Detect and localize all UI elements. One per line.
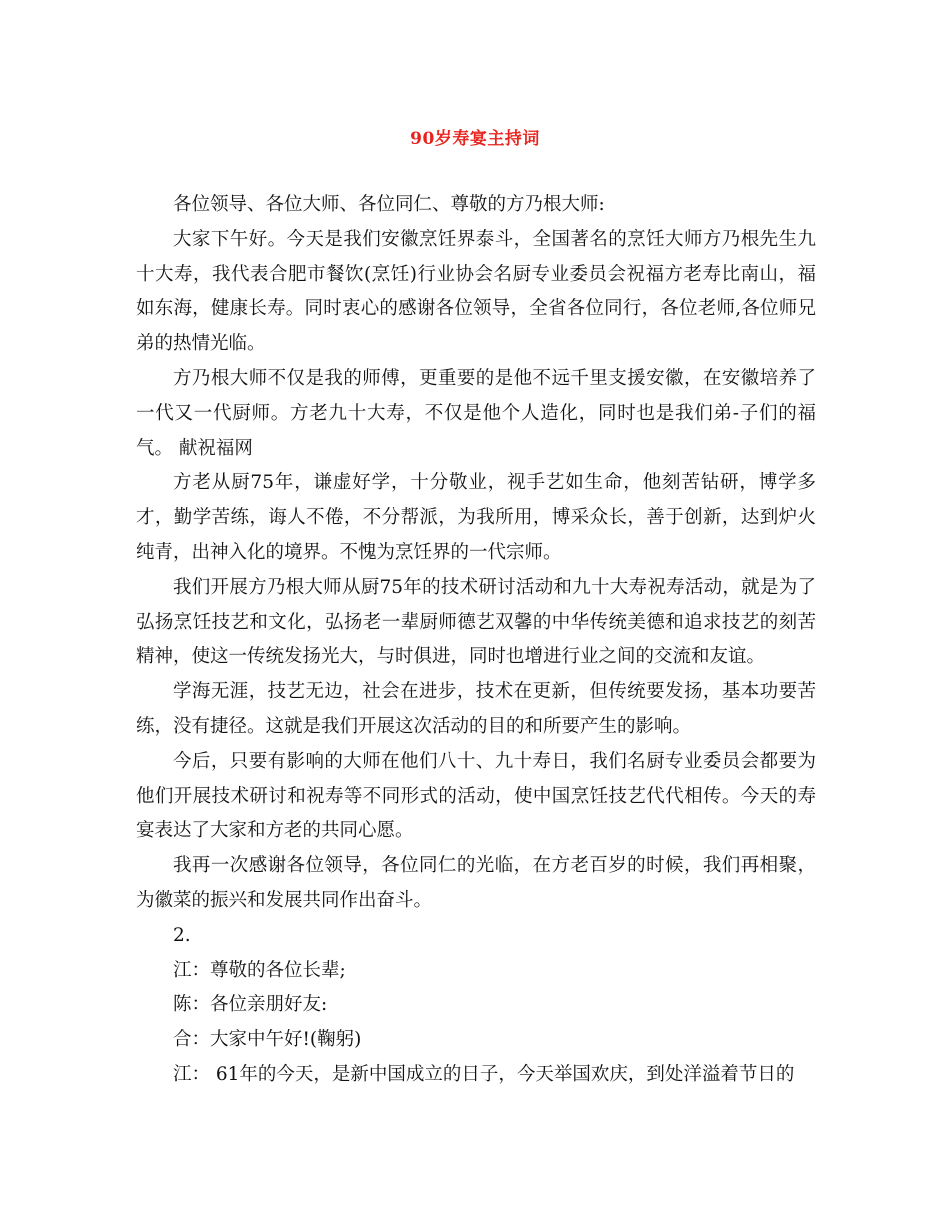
dialogue-line: 江：尊敬的各位长辈; (173, 959, 346, 981)
paragraph: 方老从厨75年，谦虚好学，十分敬业，视手艺如生命，他刻苦钻研，博学多才，勤学苦练，诲人不倦，不分帮派，为我所用，博采众长，善于创新，达到炉火纯青，出神入化的境界。不愧为烹饪界的一代宗师。 (136, 472, 816, 563)
dialogue-line: 陈：各位亲朋好友: (173, 994, 328, 1016)
paragraph: 我再一次感谢各位领导，各位同仁的光临，在方老百岁的时候，我们再相聚，为徽菜的振兴和发展共同作出奋斗。 (136, 855, 816, 911)
document-body (136, 188, 816, 1093)
paragraph-salutation: 各位领导、各位大师、各位同仁、尊敬的方乃根大师: (173, 194, 605, 215)
dialogue-line: 合：大家中午好!(鞠躬) (173, 1029, 362, 1051)
document-title: 90岁寿宴主持词 (410, 129, 540, 149)
paragraph: 今后，只要有影响的大师在他们八十、九十寿日，我们名厨专业委员会都要为他们开展技术研讨和祝寿等不同形式的活动，使中国烹饪技艺代代相传。今天的寿宴表达了大家和方老的共同心愿。 (136, 750, 816, 842)
paragraph: 大家下午好。今天是我们安徽烹饪界泰斗，全国著名的烹饪大师方乃根先生九十大寿，我代表合肥市餐饮(烹饪)行业协会名厨专业委员会祝福方老寿比南山，福如东海，健康长寿。同时衷心的感谢各位领导，全省各位同行，各位老师,各位师兄弟的热情光临。 (136, 228, 816, 355)
paragraph: 学海无涯，技艺无边，社会在进步，技术在更新，但传统要发扬，基本功要苦练，没有捷径。这就是我们开展这次活动的目的和所要产生的影响。 (136, 681, 816, 737)
dialogue-line: 江： 61年的今天，是新中国成立的日子，今天举国欢庆，到处洋溢着节日的 (173, 1063, 795, 1085)
paragraph: 方乃根大师不仅是我的师傅，更重要的是他不远千里支援安徽，在安徽培养了一代又一代厨师。方老九十大寿，不仅是他个人造化，同时也是我们弟-子们的福气。 献祝福网 (136, 367, 816, 459)
section-number: 2. (173, 924, 191, 946)
paragraph: 我们开展方乃根大师从厨75年的技术研讨活动和九十大寿祝寿活动，就是为了弘扬烹饪技艺和文化，弘扬老一辈厨师德艺双馨的中华传统美德和追求技艺的刻苦精神，使这一传统发扬光大，与时俱进，同时也增进行业之间的交流和友谊。 (136, 576, 816, 668)
